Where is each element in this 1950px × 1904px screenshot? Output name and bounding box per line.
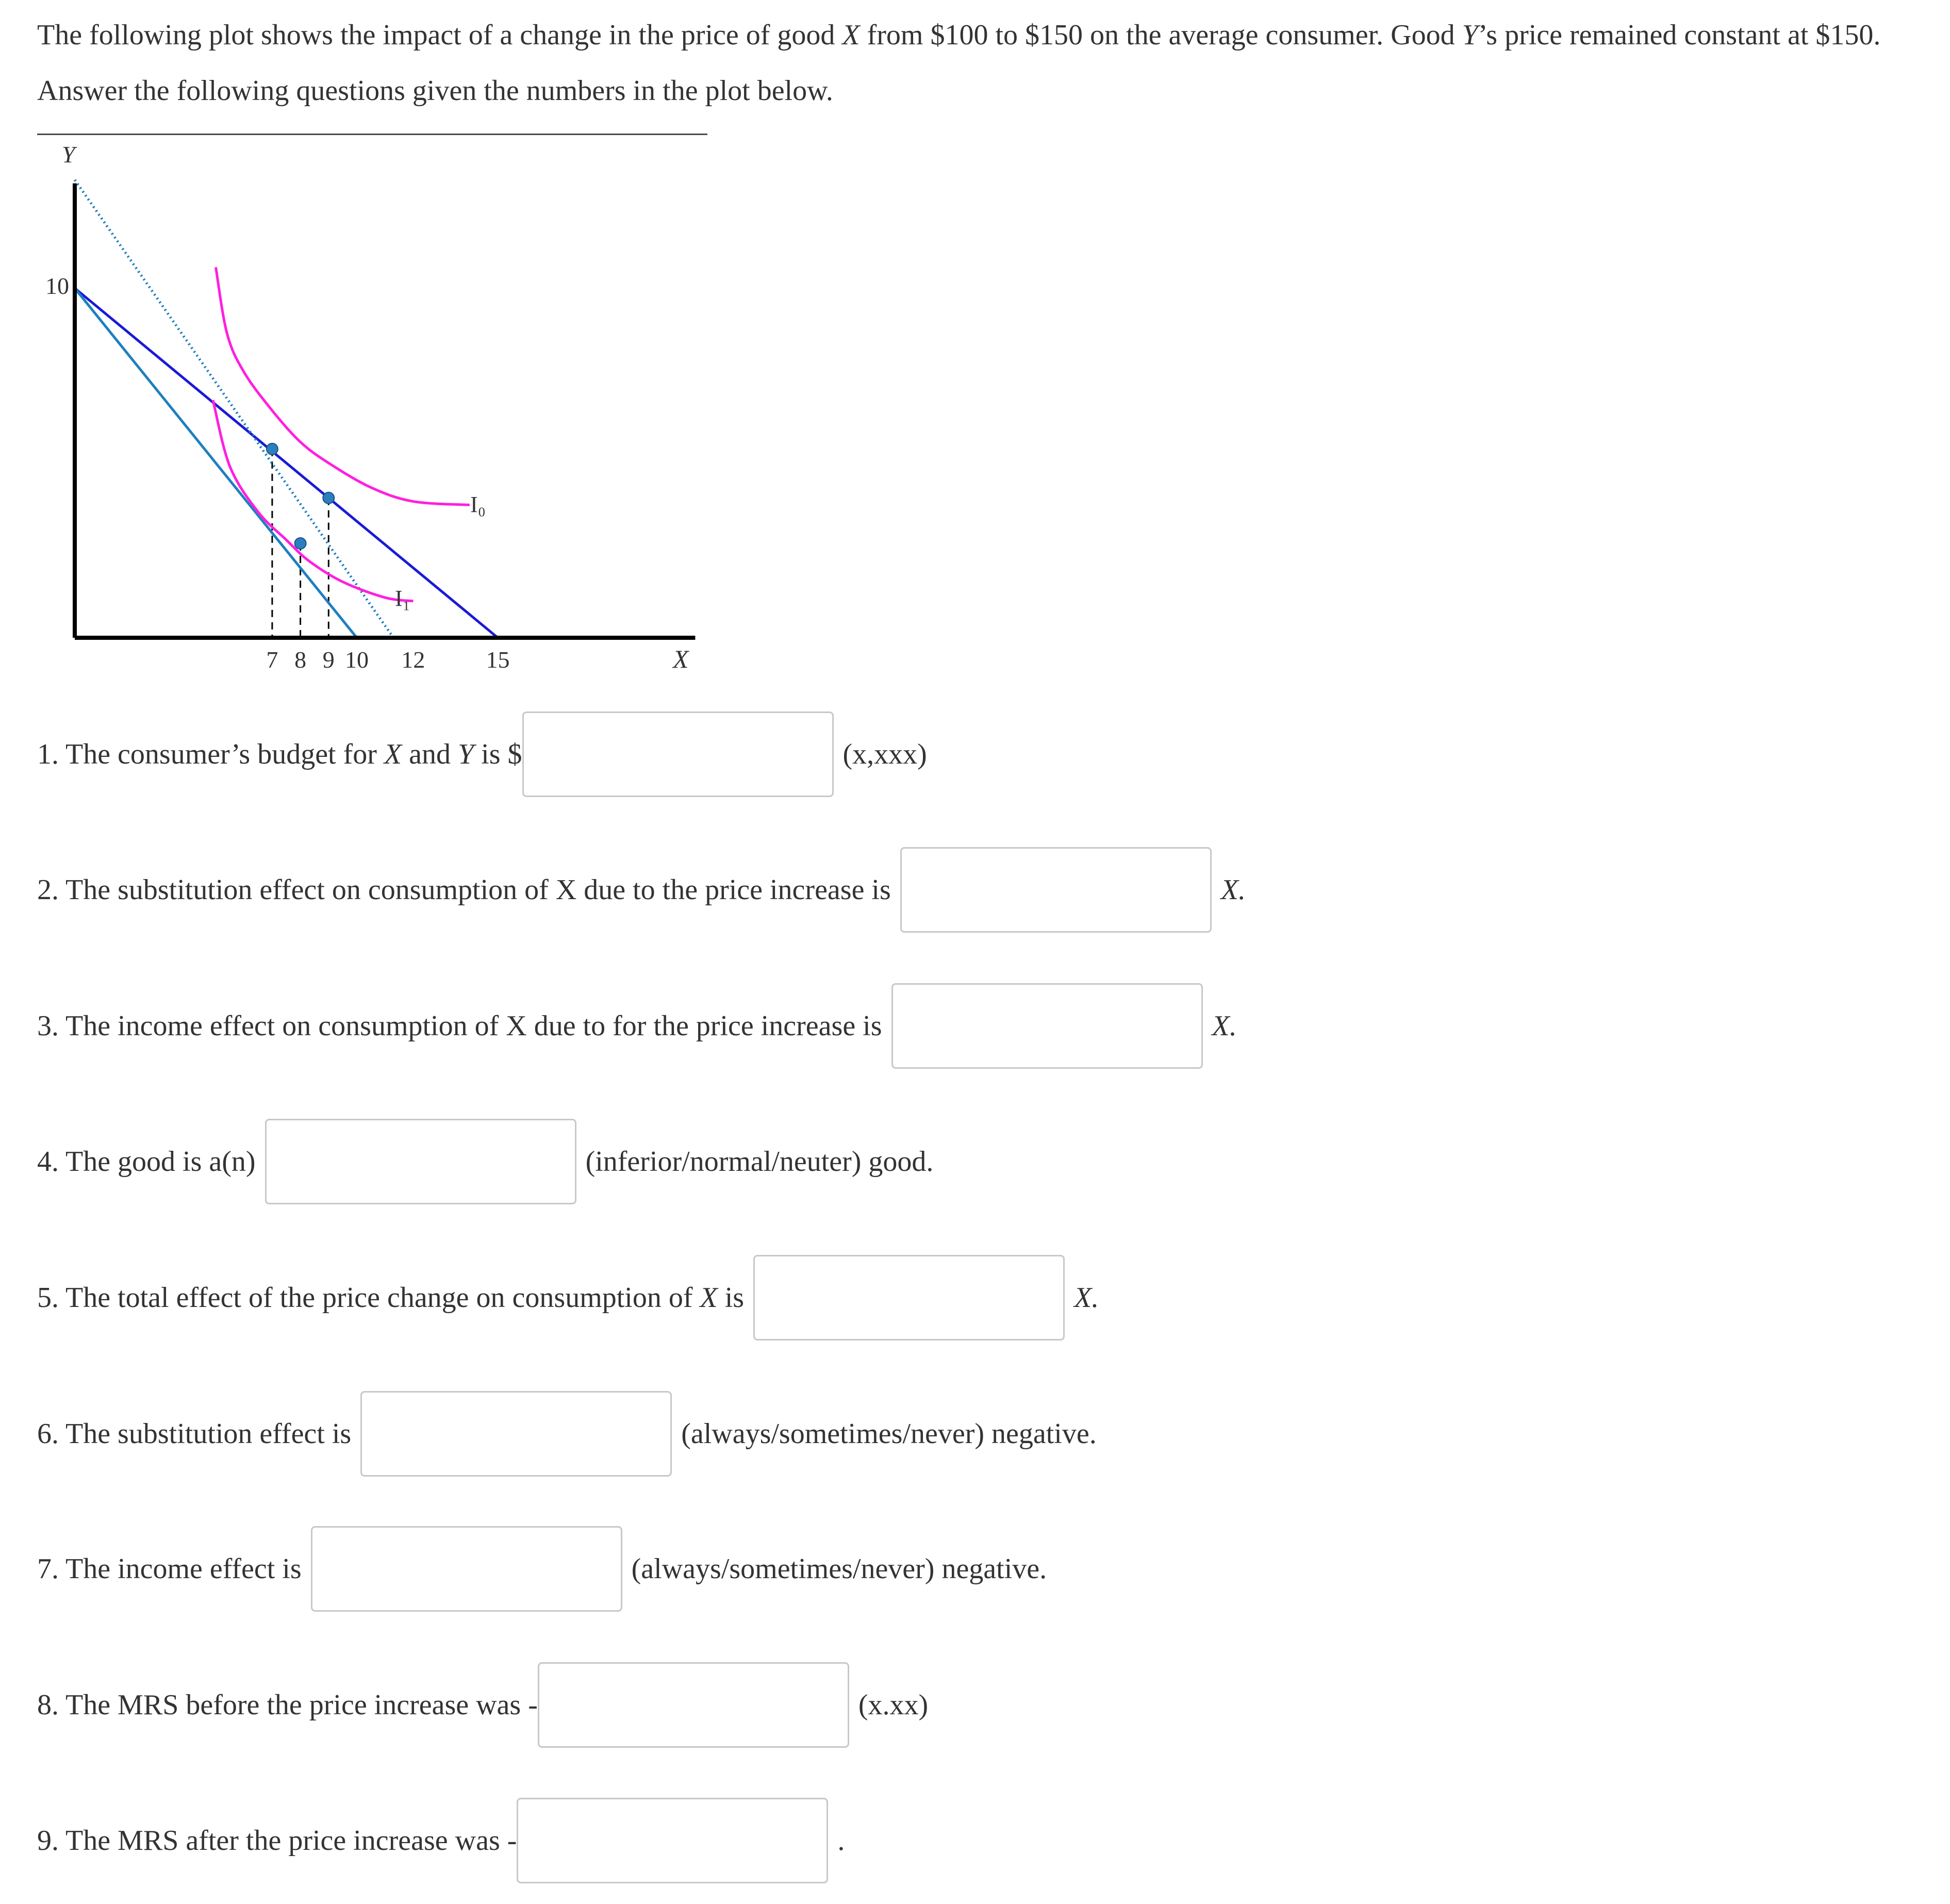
question-6-text: 6. The substitution effect is [37, 1418, 352, 1450]
question-3 [37, 982, 1237, 1070]
answer-input-3[interactable] [891, 983, 1203, 1069]
y-tick-label: 10 [45, 273, 69, 299]
problem-statement: The following plot shows the impact of a change in the price of good X from $100 to $150 on the average consumer. Good Y’s price remained constant at $150. Answer the following questions given the numbers in the plot below. [37, 19, 1881, 107]
x-tick-label: 10 [345, 647, 369, 673]
x-tick-label: 9 [322, 647, 335, 673]
question-4-hint: (inferior/normal/neuter) good. [585, 1146, 934, 1178]
x-axis-label: X [673, 644, 689, 673]
answer-input-8[interactable] [538, 1662, 849, 1748]
question-8-hint: (x.xx) [858, 1689, 929, 1721]
compensated-budget-line [75, 180, 393, 638]
answer-input-7[interactable] [311, 1526, 622, 1612]
question-9-text: 9. The MRS after the price increase was - [37, 1825, 517, 1857]
question-2-unit: X. [1220, 874, 1246, 906]
question-8-text: 8. The MRS before the price increase was - [37, 1689, 538, 1721]
question-2 [37, 846, 1246, 934]
divider [37, 134, 707, 135]
y-axis-label: Y [62, 141, 75, 168]
question-6-hint: (always/sometimes/never) negative. [681, 1418, 1097, 1450]
question-7-hint: (always/sometimes/never) negative. [631, 1553, 1047, 1585]
question-7-text: 7. The income effect is [37, 1553, 302, 1585]
x-tick-label: 12 [401, 647, 425, 673]
answer-input-4[interactable] [265, 1119, 576, 1204]
i0-label: I₀ [470, 492, 486, 517]
question-2-text: 2. The substitution effect on consumption of X due to the price increase is [37, 874, 891, 906]
x-tick-label: 15 [486, 647, 510, 673]
question-8 [37, 1661, 928, 1749]
question-7 [37, 1525, 1047, 1613]
new-optimum-point [295, 538, 306, 549]
question-5-text: 5. The total effect of the price change on consumption of X is [37, 1282, 745, 1314]
question-1 [37, 710, 927, 798]
question-1-text: 1. The consumer’s budget for X and Y is $ [37, 738, 522, 770]
indifference-curve-i1 [213, 400, 413, 601]
answer-input-9[interactable] [517, 1798, 828, 1883]
answer-input-1[interactable] [522, 711, 834, 797]
initial-budget-line [75, 288, 498, 638]
x-tick-label: 7 [266, 647, 278, 673]
indifference-curve-chart [31, 139, 712, 686]
answer-input-6[interactable] [360, 1391, 672, 1477]
x-tick-label: 8 [294, 647, 307, 673]
question-3-text: 3. The income effect on consumption of X due to for the price increase is [37, 1010, 882, 1042]
answer-input-5[interactable] [753, 1255, 1065, 1340]
question-5 [37, 1254, 1099, 1342]
answer-input-2[interactable] [900, 847, 1212, 933]
question-1-hint: (x,xxx) [842, 738, 927, 770]
compensated-optimum-point [267, 443, 278, 455]
question-4-text: 4. The good is a(n) [37, 1146, 256, 1178]
question-9 [37, 1797, 845, 1884]
question-3-unit: X. [1212, 1010, 1237, 1042]
indifference-curve-i0 [216, 267, 470, 505]
new-budget-line [75, 288, 357, 638]
question-5-unit: X. [1074, 1282, 1099, 1314]
question-9-end: . [837, 1825, 845, 1857]
question-4 [37, 1118, 933, 1205]
i1-label: I₁ [395, 586, 410, 611]
question-6 [37, 1390, 1097, 1478]
initial-optimum-point [323, 492, 334, 504]
